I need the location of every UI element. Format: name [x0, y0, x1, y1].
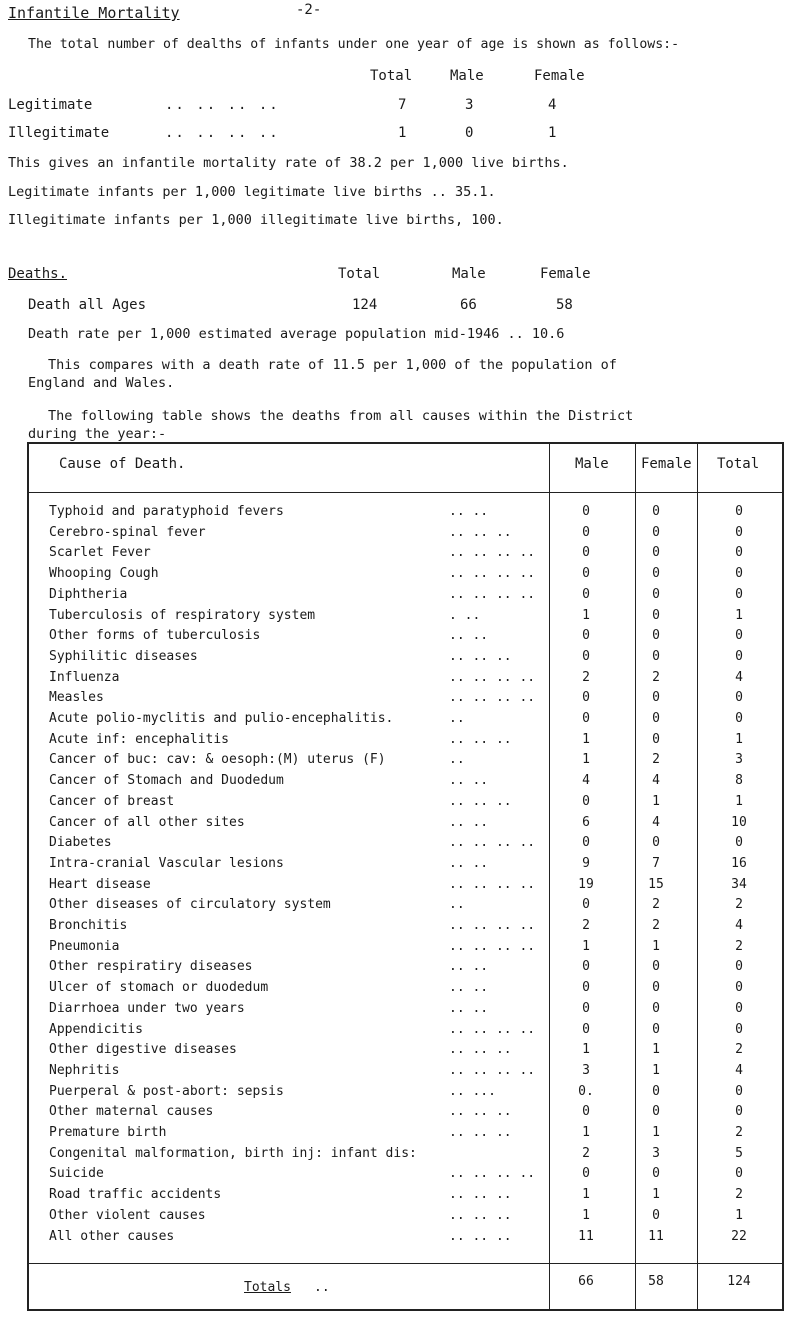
cause-female: 15 — [648, 876, 664, 892]
cause-female: 0 — [652, 980, 660, 996]
cause-female: 1 — [652, 1187, 660, 1203]
cause-dots: .. .. — [449, 855, 489, 871]
cause-dots: .. .. .. .. — [449, 669, 536, 685]
cause-label: Appendicitis — [49, 1021, 143, 1037]
cause-female: 0 — [652, 1083, 660, 1099]
totals-dots: .. — [314, 1280, 330, 1295]
cause-label: Cancer of breast — [49, 793, 175, 809]
cause-dots: .. .. .. .. — [449, 545, 536, 561]
cause-male: 0 — [582, 628, 590, 644]
cause-female: 0 — [652, 1021, 660, 1037]
page-title: Infantile Mortality — [8, 4, 180, 22]
cause-total: 0 — [735, 628, 743, 644]
cause-male: 2 — [582, 918, 590, 933]
cause-total: 0 — [735, 504, 743, 519]
cause-label: Influenza — [49, 669, 120, 685]
cause-female: 3 — [652, 1145, 660, 1161]
header-cause: Cause of Death. — [59, 456, 186, 472]
cause-label: Syphilitic diseases — [49, 648, 198, 664]
cause-total: 2 — [735, 1125, 743, 1140]
cause-male: 1 — [582, 1187, 590, 1203]
cause-female: 0 — [652, 835, 660, 851]
cause-dots: .. — [449, 897, 465, 913]
cause-female: 7 — [652, 855, 660, 871]
cause-total: 34 — [731, 876, 747, 892]
totals-male: 66 — [578, 1274, 594, 1289]
cause-label: Ulcer of stomach or duodedum — [49, 980, 269, 996]
cause-total: 0 — [735, 1083, 743, 1099]
cause-dots: .. .. .. — [449, 1228, 512, 1244]
cause-label: Cancer of Stomach and Duodedum — [49, 773, 284, 789]
cause-dots: .. .. — [449, 814, 489, 830]
cause-dots: .. .. — [449, 504, 489, 519]
cause-male: 2 — [582, 669, 590, 685]
cause-total: 3 — [735, 752, 743, 768]
cause-label: Tuberculosis of respiratory system — [49, 607, 316, 623]
table-totals-rule — [29, 1263, 782, 1264]
infant-header-female: Female — [534, 68, 585, 84]
cause-dots: .. .. .. .. — [449, 690, 536, 706]
comparison-line-1: This compares with a death rate of 11.5 per 1,000 of the population of — [48, 357, 617, 373]
cause-male: 6 — [582, 814, 590, 830]
cause-label: Acute polio-myclitis and pulio-encephalitis. — [49, 711, 394, 726]
cause-total: 0 — [735, 586, 743, 602]
cause-male: 0 — [582, 586, 590, 602]
cause-male: 0 — [582, 980, 590, 996]
cause-label: Cancer of buc: cav: & oesoph:(M) uterus (F) — [49, 752, 386, 768]
cause-male: 0 — [582, 1000, 590, 1016]
cause-female: 1 — [652, 1042, 660, 1058]
totals-female: 58 — [648, 1274, 664, 1289]
cause-total: 0 — [735, 1000, 743, 1016]
cause-female: 0 — [652, 545, 660, 561]
cause-dots: .. .. .. — [449, 793, 512, 809]
cause-female: 0 — [652, 959, 660, 975]
intro-text: The total number of dealths of infants under one year of age is shown as follows:- — [28, 37, 680, 52]
cause-dots: .. .. .. .. — [449, 876, 536, 892]
cause-dots: .. .. .. — [449, 1125, 512, 1140]
death-rate-text: Death rate per 1,000 estimated average population mid-1946 .. 10.6 — [28, 326, 565, 342]
cause-label: Diarrhoea under two years — [49, 1000, 245, 1016]
cause-label: Diphtheria — [49, 586, 128, 602]
cause-total: 16 — [731, 855, 747, 871]
cause-female: 1 — [652, 1062, 660, 1078]
infant-row-female: 1 — [548, 125, 557, 141]
cause-male: 1 — [582, 731, 590, 747]
cause-label: Road traffic accidents — [49, 1187, 222, 1203]
cause-dots: .. .. .. — [449, 648, 512, 664]
totals-label: Totals — [244, 1280, 291, 1295]
cause-label: Cerebro-spinal fever — [49, 524, 206, 540]
table-col-rule — [549, 444, 550, 1309]
cause-label: Premature birth — [49, 1125, 167, 1140]
cause-dots: .. .. .. .. — [449, 1062, 536, 1078]
cause-female: 1 — [652, 938, 660, 954]
deaths-header-male: Male — [452, 266, 486, 282]
cause-label: Bronchitis — [49, 918, 128, 933]
cause-female: 2 — [652, 752, 660, 768]
cause-total: 1 — [735, 607, 743, 623]
cause-male: 1 — [582, 607, 590, 623]
table-col-rule — [697, 444, 698, 1309]
illegitimate-rate-text: Illegitimate infants per 1,000 illegitimate live births, 100. — [8, 212, 504, 228]
cause-female: 0 — [652, 1207, 660, 1223]
cause-female: 2 — [652, 918, 660, 933]
cause-male: 0 — [582, 566, 590, 582]
cause-male: 0 — [582, 711, 590, 726]
cause-total: 4 — [735, 918, 743, 933]
cause-female: 2 — [652, 669, 660, 685]
cause-female: 0 — [652, 1166, 660, 1182]
cause-dots: .. .. — [449, 1000, 489, 1016]
cause-male: 0 — [582, 835, 590, 851]
cause-label: Pneumonia — [49, 938, 120, 954]
cause-female: 1 — [652, 1125, 660, 1140]
cause-female: 0 — [652, 628, 660, 644]
cause-dots: .. .. .. — [449, 1207, 512, 1223]
cause-male: 4 — [582, 773, 590, 789]
cause-dots: .. .. .. .. — [449, 1021, 536, 1037]
table-intro-line-2: during the year:- — [28, 426, 167, 442]
cause-total: 0 — [735, 711, 743, 726]
cause-dots: .. .. .. — [449, 731, 512, 747]
deaths-header-total: Total — [338, 266, 381, 282]
cause-male: 0 — [582, 793, 590, 809]
cause-female: 0 — [652, 607, 660, 623]
cause-dots: .. .. .. .. — [449, 586, 536, 602]
cause-label: Other violent causes — [49, 1207, 206, 1223]
deaths-male: 66 — [460, 297, 477, 313]
cause-dots: .. .. .. .. — [449, 566, 536, 582]
cause-male: 1 — [582, 1042, 590, 1058]
cause-dots: .. — [449, 752, 465, 768]
cause-dots: . .. — [449, 607, 481, 623]
cause-male: 0 — [582, 959, 590, 975]
cause-label: Scarlet Fever — [49, 545, 151, 561]
cause-female: 0 — [652, 586, 660, 602]
cause-male: 9 — [582, 855, 590, 871]
totals-total: 124 — [727, 1274, 751, 1289]
cause-total: 1 — [735, 731, 743, 747]
cause-label: Heart disease — [49, 876, 151, 892]
cause-total: 10 — [731, 814, 747, 830]
cause-dots: .. .. .. .. — [449, 835, 536, 851]
infant-row-dots: .. .. .. .. — [165, 97, 280, 113]
cause-label: Intra-cranial Vascular lesions — [49, 855, 284, 871]
infant-row-total: 7 — [398, 97, 407, 113]
cause-dots: .. .. — [449, 773, 489, 789]
cause-total: 2 — [735, 1042, 743, 1058]
cause-female: 0 — [652, 566, 660, 582]
infant-row-total: 1 — [398, 125, 407, 141]
cause-male: 0 — [582, 897, 590, 913]
cause-male: 0 — [582, 648, 590, 664]
cause-label: Suicide — [49, 1166, 104, 1182]
cause-female: 2 — [652, 897, 660, 913]
cause-label: Puerperal & post-abort: sepsis — [49, 1083, 284, 1099]
cause-total: 2 — [735, 938, 743, 954]
cause-total: 0 — [735, 690, 743, 706]
cause-total: 1 — [735, 1207, 743, 1223]
cause-female: 0 — [652, 711, 660, 726]
infant-row-male: 0 — [465, 125, 474, 141]
deaths-label: Death all Ages — [28, 297, 147, 313]
cause-male: 2 — [582, 1145, 590, 1161]
cause-male: 0 — [582, 545, 590, 561]
cause-male: 0. — [578, 1083, 594, 1099]
deaths-total: 124 — [352, 297, 378, 313]
cause-total: 2 — [735, 897, 743, 913]
deaths-header-female: Female — [540, 266, 591, 282]
header-male: Male — [575, 456, 609, 472]
cause-male: 0 — [582, 690, 590, 706]
infant-header-male: Male — [450, 68, 484, 84]
header-female: Female — [641, 456, 692, 472]
cause-label: All other causes — [49, 1228, 175, 1244]
cause-female: 1 — [652, 793, 660, 809]
cause-female: 0 — [652, 504, 660, 519]
cause-total: 22 — [731, 1228, 747, 1244]
cause-female: 4 — [652, 814, 660, 830]
cause-total: 0 — [735, 1021, 743, 1037]
cause-label: Other diseases of circulatory system — [49, 897, 331, 913]
deaths-female: 58 — [556, 297, 573, 313]
cause-label: Cancer of all other sites — [49, 814, 245, 830]
cause-male: 0 — [582, 1104, 590, 1120]
causes-table — [27, 442, 784, 1311]
cause-total: 4 — [735, 669, 743, 685]
cause-label: Other forms of tuberculosis — [49, 628, 261, 644]
cause-total: 4 — [735, 1062, 743, 1078]
infant-header-total: Total — [370, 68, 413, 84]
infant-rate-text: This gives an infantile mortality rate of 38.2 per 1,000 live births. — [8, 155, 569, 171]
infant-row-label: Legitimate — [8, 97, 93, 113]
cause-label: Nephritis — [49, 1062, 120, 1078]
cause-label: Diabetes — [49, 835, 112, 851]
legitimate-rate-text: Legitimate infants per 1,000 legitimate live births .. 35.1. — [8, 184, 496, 200]
cause-total: 0 — [735, 566, 743, 582]
cause-label: Other maternal causes — [49, 1104, 214, 1120]
cause-dots: .. .. — [449, 959, 489, 975]
cause-total: 5 — [735, 1145, 743, 1161]
cause-dots: .. .. .. — [449, 1187, 512, 1203]
cause-female: 0 — [652, 524, 660, 540]
cause-male: 0 — [582, 1166, 590, 1182]
cause-dots: .. .. .. — [449, 1104, 512, 1120]
cause-male: 1 — [582, 938, 590, 954]
cause-label: Other digestive diseases — [49, 1042, 237, 1058]
cause-total: 0 — [735, 959, 743, 975]
cause-total: 0 — [735, 545, 743, 561]
cause-female: 0 — [652, 648, 660, 664]
cause-male: 0 — [582, 524, 590, 540]
cause-dots: .. .. .. — [449, 1042, 512, 1058]
deaths-title: Deaths. — [8, 266, 68, 282]
cause-male: 1 — [582, 1125, 590, 1140]
cause-total: 0 — [735, 1104, 743, 1120]
header-total: Total — [717, 456, 760, 472]
cause-label: Other respiratiry diseases — [49, 959, 253, 975]
cause-total: 2 — [735, 1187, 743, 1203]
cause-male: 11 — [578, 1228, 594, 1244]
cause-male: 3 — [582, 1062, 590, 1078]
cause-label: Whooping Cough — [49, 566, 159, 582]
cause-female: 4 — [652, 773, 660, 789]
page-number: -2- — [296, 2, 322, 18]
cause-female: 11 — [648, 1228, 664, 1244]
cause-female: 0 — [652, 1000, 660, 1016]
infant-row-male: 3 — [465, 97, 474, 113]
cause-dots: .. .. .. .. — [449, 918, 536, 933]
table-header-rule — [29, 492, 782, 493]
cause-total: 8 — [735, 773, 743, 789]
cause-dots: .. — [449, 711, 465, 726]
comparison-line-2: England and Wales. — [28, 375, 175, 391]
cause-label: Measles — [49, 690, 104, 706]
infant-row-female: 4 — [548, 97, 557, 113]
cause-dots: .. .. .. .. — [449, 938, 536, 954]
cause-total: 0 — [735, 1166, 743, 1182]
cause-total: 0 — [735, 835, 743, 851]
cause-male: 0 — [582, 504, 590, 519]
cause-dots: .. .. — [449, 980, 489, 996]
cause-dots: .. .. .. .. — [449, 1166, 536, 1182]
cause-total: 0 — [735, 524, 743, 540]
cause-female: 0 — [652, 731, 660, 747]
cause-dots: .. .. .. — [449, 524, 512, 540]
table-intro-line-1: The following table shows the deaths from all causes within the District — [48, 408, 634, 424]
infant-row-label: Illegitimate — [8, 125, 110, 141]
cause-label: Congenital malformation, birth inj: infant dis: — [49, 1145, 417, 1161]
cause-total: 0 — [735, 648, 743, 664]
cause-female: 0 — [652, 690, 660, 706]
cause-label: Acute inf: encephalitis — [49, 731, 230, 747]
cause-male: 0 — [582, 1021, 590, 1037]
cause-total: 0 — [735, 980, 743, 996]
cause-dots: .. ... — [449, 1083, 496, 1099]
cause-male: 1 — [582, 1207, 590, 1223]
cause-total: 1 — [735, 793, 743, 809]
cause-female: 0 — [652, 1104, 660, 1120]
infant-row-dots: .. .. .. .. — [165, 125, 280, 141]
cause-label: Typhoid and paratyphoid fevers — [49, 504, 284, 519]
cause-male: 19 — [578, 876, 594, 892]
cause-dots: .. .. — [449, 628, 489, 644]
cause-male: 1 — [582, 752, 590, 768]
